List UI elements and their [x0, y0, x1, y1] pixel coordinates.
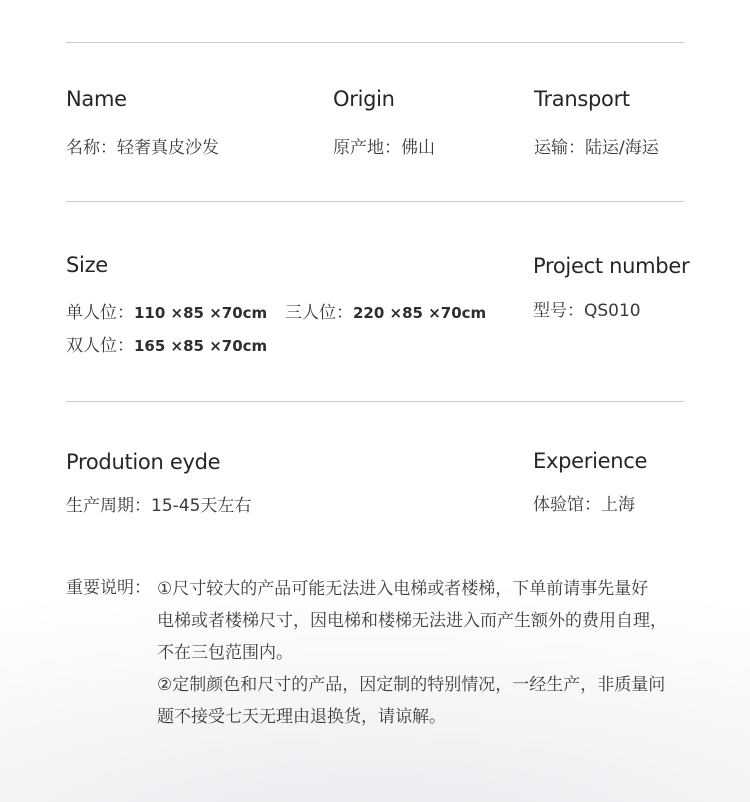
name-heading: Name: [66, 87, 127, 111]
notes-label: 重要说明：: [66, 578, 151, 598]
size-triple: [285, 298, 486, 323]
project-heading: Project number: [533, 254, 690, 278]
transport-heading: Transport: [534, 87, 630, 111]
size-single: [66, 298, 267, 323]
experience-value: 体验馆：上海: [533, 495, 635, 515]
notes-line: 题不接受七天无理由退换货，请谅解。: [157, 707, 446, 727]
size-triple-value: 220 ×85 ×70cm: [353, 304, 487, 322]
origin-value: 原产地：佛山: [333, 138, 435, 158]
experience-heading: Experience: [533, 449, 648, 473]
name-value: 名称：轻奢真皮沙发: [66, 138, 219, 158]
project-value: 型号：QS010: [533, 301, 641, 321]
size-double: [66, 331, 267, 356]
origin-heading: Origin: [333, 87, 395, 111]
size-single-label: 单人位：: [66, 303, 134, 323]
notes-body: [157, 573, 687, 733]
production-value: 生产周期：15-45天左右: [66, 496, 252, 516]
size-single-value: 110 ×85 ×70cm: [134, 304, 268, 322]
size-double-value: 165 ×85 ×70cm: [134, 337, 268, 355]
size-triple-label: 三人位：: [285, 303, 353, 323]
transport-value: 运输：陆运/海运: [534, 138, 659, 158]
production-heading: Prodution eyde: [66, 450, 221, 474]
notes-line: 电梯或者楼梯尺寸，因电梯和楼梯无法进入而产生额外的费用自理，: [157, 611, 667, 631]
divider-top: [66, 42, 684, 43]
size-double-label: 双人位：: [66, 336, 134, 356]
notes-line: ①尺寸较大的产品可能无法进入电梯或者楼梯，下单前请事先量好: [157, 579, 649, 599]
size-heading: Size: [66, 253, 108, 277]
notes-line: 不在三包范围内。: [157, 643, 293, 663]
notes-line: ②定制颜色和尺寸的产品，因定制的特别情况，一经生产，非质量问: [157, 675, 666, 695]
divider-1: [66, 201, 684, 202]
divider-2: [66, 401, 684, 402]
